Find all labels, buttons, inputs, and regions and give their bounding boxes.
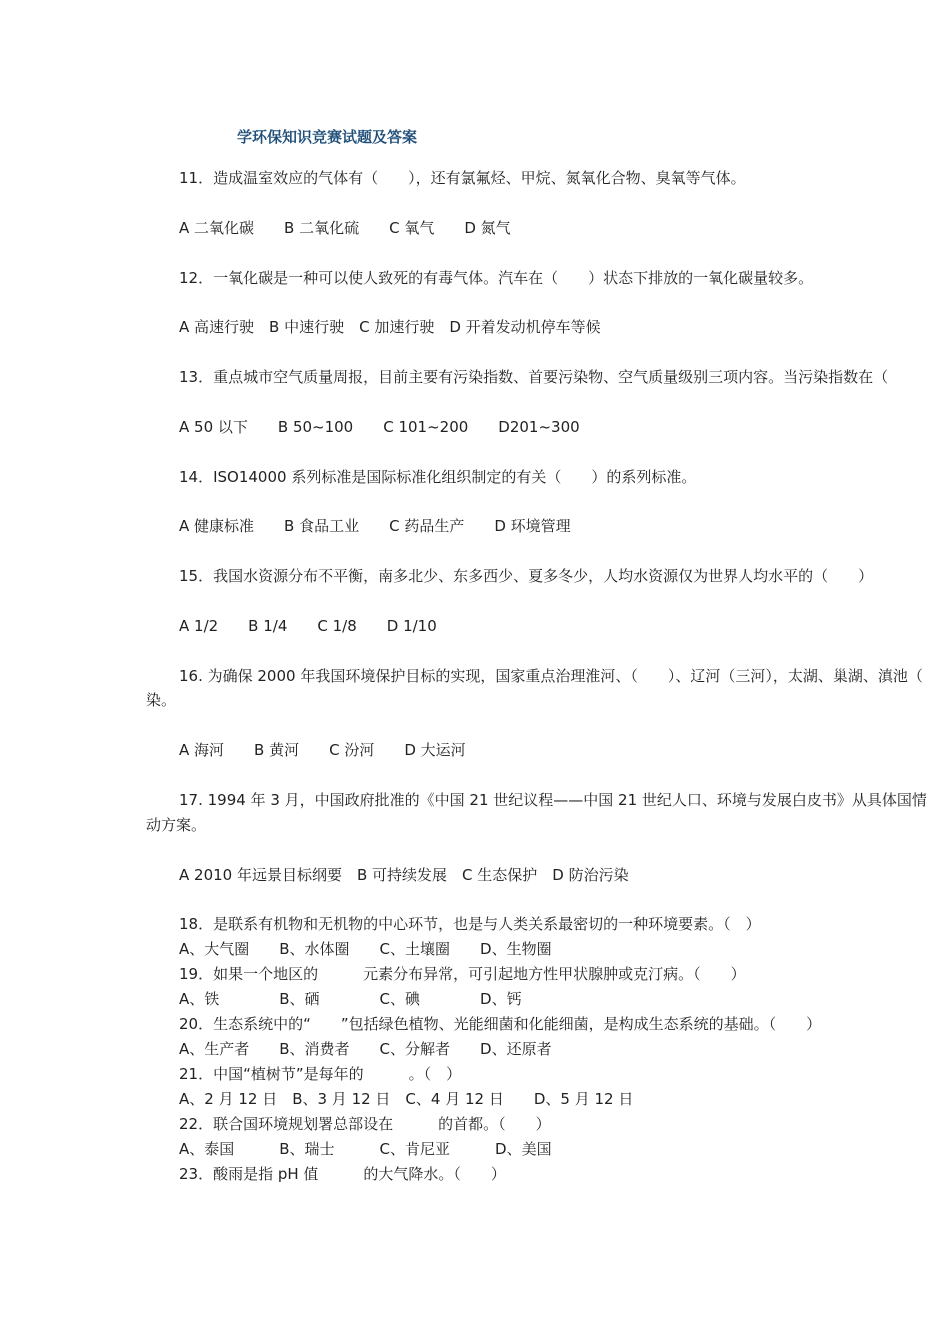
options-19: A、铁 B、硒 C、碘 D、钙: [179, 990, 522, 1008]
options-22: A、泰国 B、瑞士 C、肯尼亚 D、美国: [179, 1140, 552, 1158]
document-title: 学环保知识竞赛试题及答案: [237, 128, 418, 146]
options-11: A 二氧化碳 B 二氧化硫 C 氧气 D 氮气: [179, 219, 511, 237]
question-19: 19．如果一个地区的 元素分布异常，可引起地方性甲状腺肿或克汀病。（ ）: [179, 965, 746, 983]
question-23: 23．酸雨是指 pH 值 的大气降水。（ ）: [179, 1165, 506, 1183]
options-21: A、2 月 12 日 B、3 月 12 日 C、4 月 12 日 D、5 月 12 日: [179, 1090, 634, 1108]
question-17-continued: 动方案。: [146, 816, 207, 834]
question-21: 21．中国“植树节”是每年的 。（ ）: [179, 1065, 462, 1083]
options-17: A 2010 年远景目标纲要 B 可持续发展 C 生态保护 D 防治污染: [179, 866, 629, 884]
question-18: 18．是联系有机物和无机物的中心环节，也是与人类关系最密切的一种环境要素。（ ）: [179, 915, 761, 933]
options-13: A 50 以下 B 50~100 C 101~200 D201~300: [179, 418, 580, 436]
question-16: 16. 为确保 2000 年我国环境保护目标的实现，国家重点治理淮河、（ ）、辽河（三河），太湖、巢湖、滇池（: [179, 667, 923, 685]
question-12: 12．一氧化碳是一种可以使人致死的有毒气体。汽车在（ ）状态下排放的一氧化碳量较多。: [179, 269, 814, 287]
options-16: A 海河 B 黄河 C 汾河 D 大运河: [179, 741, 466, 759]
question-17: 17. 1994 年 3 月，中国政府批准的《中国 21 世纪议程——中国 21 世纪人口、环境与发展白皮书》从具体国情: [179, 791, 927, 809]
question-13: 13．重点城市空气质量周报，目前主要有污染指数、首要污染物、空气质量级别三项内容。当污染指数在（: [179, 368, 889, 386]
options-18: A、大气圈 B、水体圈 C、土壤圈 D、生物圈: [179, 940, 552, 958]
options-12: A 高速行驶 B 中速行驶 C 加速行驶 D 开着发动机停车等候: [179, 318, 601, 336]
options-14: A 健康标准 B 食品工业 C 药品生产 D 环境管理: [179, 517, 571, 535]
options-20: A、生产者 B、消费者 C、分解者 D、还原者: [179, 1040, 552, 1058]
question-16-continued: 染。: [146, 691, 177, 709]
question-15: 15．我国水资源分布不平衡，南多北少、东多西少、夏多冬少，人均水资源仅为世界人均水平的（ ）: [179, 567, 874, 585]
options-15: A 1/2 B 1/4 C 1/8 D 1/10: [179, 617, 437, 635]
question-22: 22．联合国环境规划署总部设在 的首都。（ ）: [179, 1115, 551, 1133]
question-11: 11．造成温室效应的气体有（ ），还有氯氟烃、甲烷、氮氧化合物、臭氧等气体。: [179, 169, 746, 187]
question-20: 20．生态系统中的“ ”包括绿色植物、光能细菌和化能细菌，是构成生态系统的基础。（ ）: [179, 1015, 822, 1033]
question-14: 14．ISO14000 系列标准是国际标准化组织制定的有关（ ）的系列标准。: [179, 468, 697, 486]
